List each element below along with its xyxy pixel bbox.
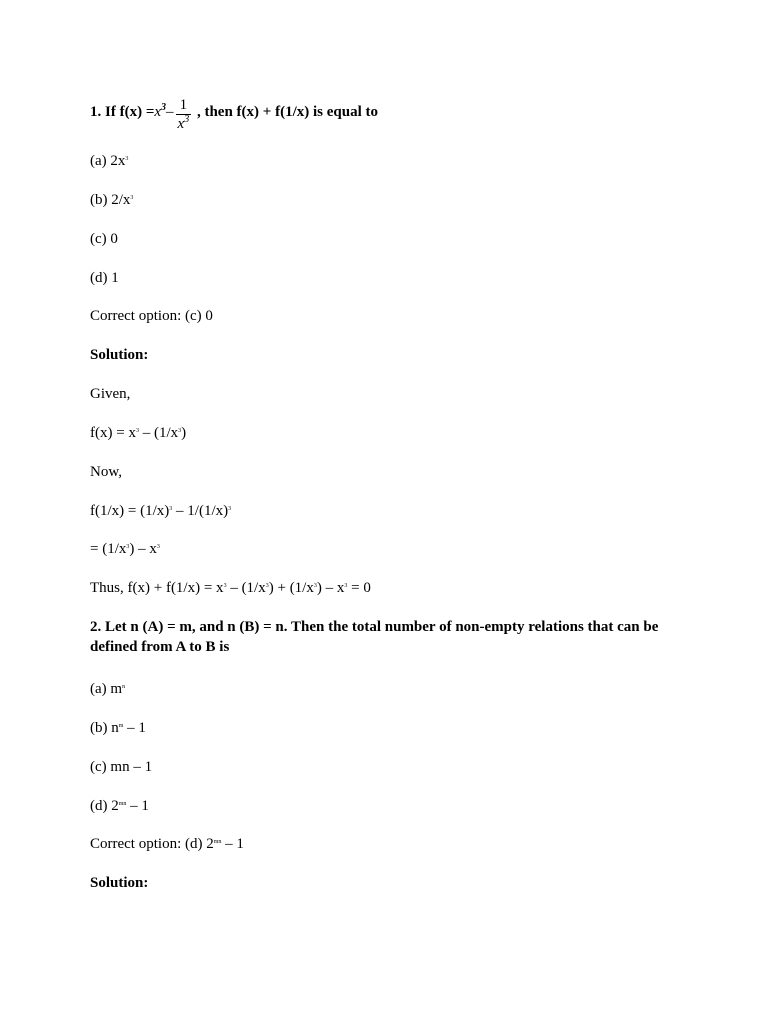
- q1-x-exponent: 3: [161, 102, 167, 113]
- q1-thus-part-3: ) + (1/x: [268, 580, 314, 596]
- question-1: [90, 92, 678, 132]
- q1-eq-sup-2: 3: [156, 544, 160, 550]
- q1-suffix: , then f(x) + f(1/x) is equal to: [196, 104, 379, 120]
- q2-solution-label: Solution:: [90, 875, 149, 891]
- q1-thus-part-5: = 0: [347, 580, 371, 596]
- q2-option-b-text: (b) n: [90, 720, 119, 736]
- q1-x-base: x: [154, 104, 162, 120]
- q1-given: Given,: [90, 386, 131, 402]
- q2-correct-sup: mn: [213, 839, 222, 845]
- q1-prefix: 1. If f(x) =: [90, 104, 155, 120]
- q1-option-a-text: (a) 2x: [90, 153, 126, 169]
- q2-option-d-sup: mn: [118, 801, 127, 807]
- q2-correct-tail: – 1: [221, 836, 244, 852]
- q1-thus-sup-4: 3: [344, 583, 348, 589]
- q1-minus: –: [166, 104, 174, 120]
- q1-conclusion: [90, 578, 678, 598]
- q1-thus-part-2: – (1/x: [226, 580, 266, 596]
- q2-option-d-tail: – 1: [126, 798, 149, 814]
- q1-option-c: (c) 0: [90, 231, 118, 247]
- q1-thus-part-4: ) – x: [316, 580, 345, 596]
- q2-option-b: [90, 718, 678, 738]
- q1-simplified: [90, 539, 678, 559]
- q1-fraction-numerator: 1: [179, 97, 188, 114]
- q1-option-d: (d) 1: [90, 270, 119, 286]
- q1-thus-sup-2: 3: [265, 583, 269, 589]
- q1-option-b-sup: 3: [130, 195, 134, 201]
- q1-thus-sup-1: 3: [223, 583, 227, 589]
- q1-fraction: [176, 96, 192, 133]
- q2-option-a: [90, 679, 678, 699]
- q2-correct-option: [90, 834, 678, 854]
- q1-den-base: x: [177, 116, 185, 133]
- q1-fx-definition: [90, 423, 678, 443]
- q1-fx-part-3: ): [181, 425, 187, 441]
- q1-fx-part-1: f(x) = x: [90, 425, 136, 441]
- q2-option-a-sup: n: [122, 684, 126, 690]
- q1-f1x-definition: [90, 501, 678, 521]
- q1-f1x-part-2: – 1/(1/x): [172, 503, 229, 519]
- q1-option-a-sup: 3: [125, 156, 129, 162]
- q2-option-d-text: (d) 2: [90, 798, 119, 814]
- q1-fx-sup-2: 3: [178, 428, 182, 434]
- q1-eq-part-1: = (1/x: [90, 541, 127, 557]
- q1-fx-part-2: – (1/x: [138, 425, 179, 441]
- q1-option-b-text: (b) 2/x: [90, 192, 131, 208]
- q1-solution-label: Solution:: [90, 347, 149, 363]
- q2-option-b-sup: m: [118, 723, 124, 729]
- q2-option-d: [90, 796, 678, 816]
- q1-option-b: [90, 190, 678, 210]
- q1-f1x-part-1: f(1/x) = (1/x): [90, 503, 170, 519]
- q1-f1x-sup-2: 3: [228, 506, 232, 512]
- q1-f1x-sup-1: 3: [169, 506, 173, 512]
- q1-option-a: [90, 151, 678, 171]
- q1-thus-sup-3: 3: [313, 583, 317, 589]
- q1-now: Now,: [90, 464, 122, 480]
- q1-eq-part-2: ) – x: [129, 541, 157, 557]
- q2-option-b-tail: – 1: [123, 720, 146, 736]
- q1-fraction-denominator: [176, 114, 192, 133]
- question-2: 2. Let n (A) = m, and n (B) = n. Then the total number of non-empty relations that can be defined from A to B is: [90, 619, 659, 655]
- q1-den-exponent: 3: [184, 114, 190, 126]
- q2-option-a-text: (a) m: [90, 681, 123, 697]
- q1-correct-option: Correct option: (c) 0: [90, 308, 213, 324]
- q1-fx-sup-1: 3: [135, 428, 139, 434]
- q1-eq-sup-1: 3: [126, 544, 130, 550]
- q2-option-c: (c) mn – 1: [90, 759, 153, 775]
- q1-thus-part-1: Thus, f(x) + f(1/x) = x: [90, 580, 224, 596]
- q2-correct-text: Correct option: (d) 2: [90, 836, 214, 852]
